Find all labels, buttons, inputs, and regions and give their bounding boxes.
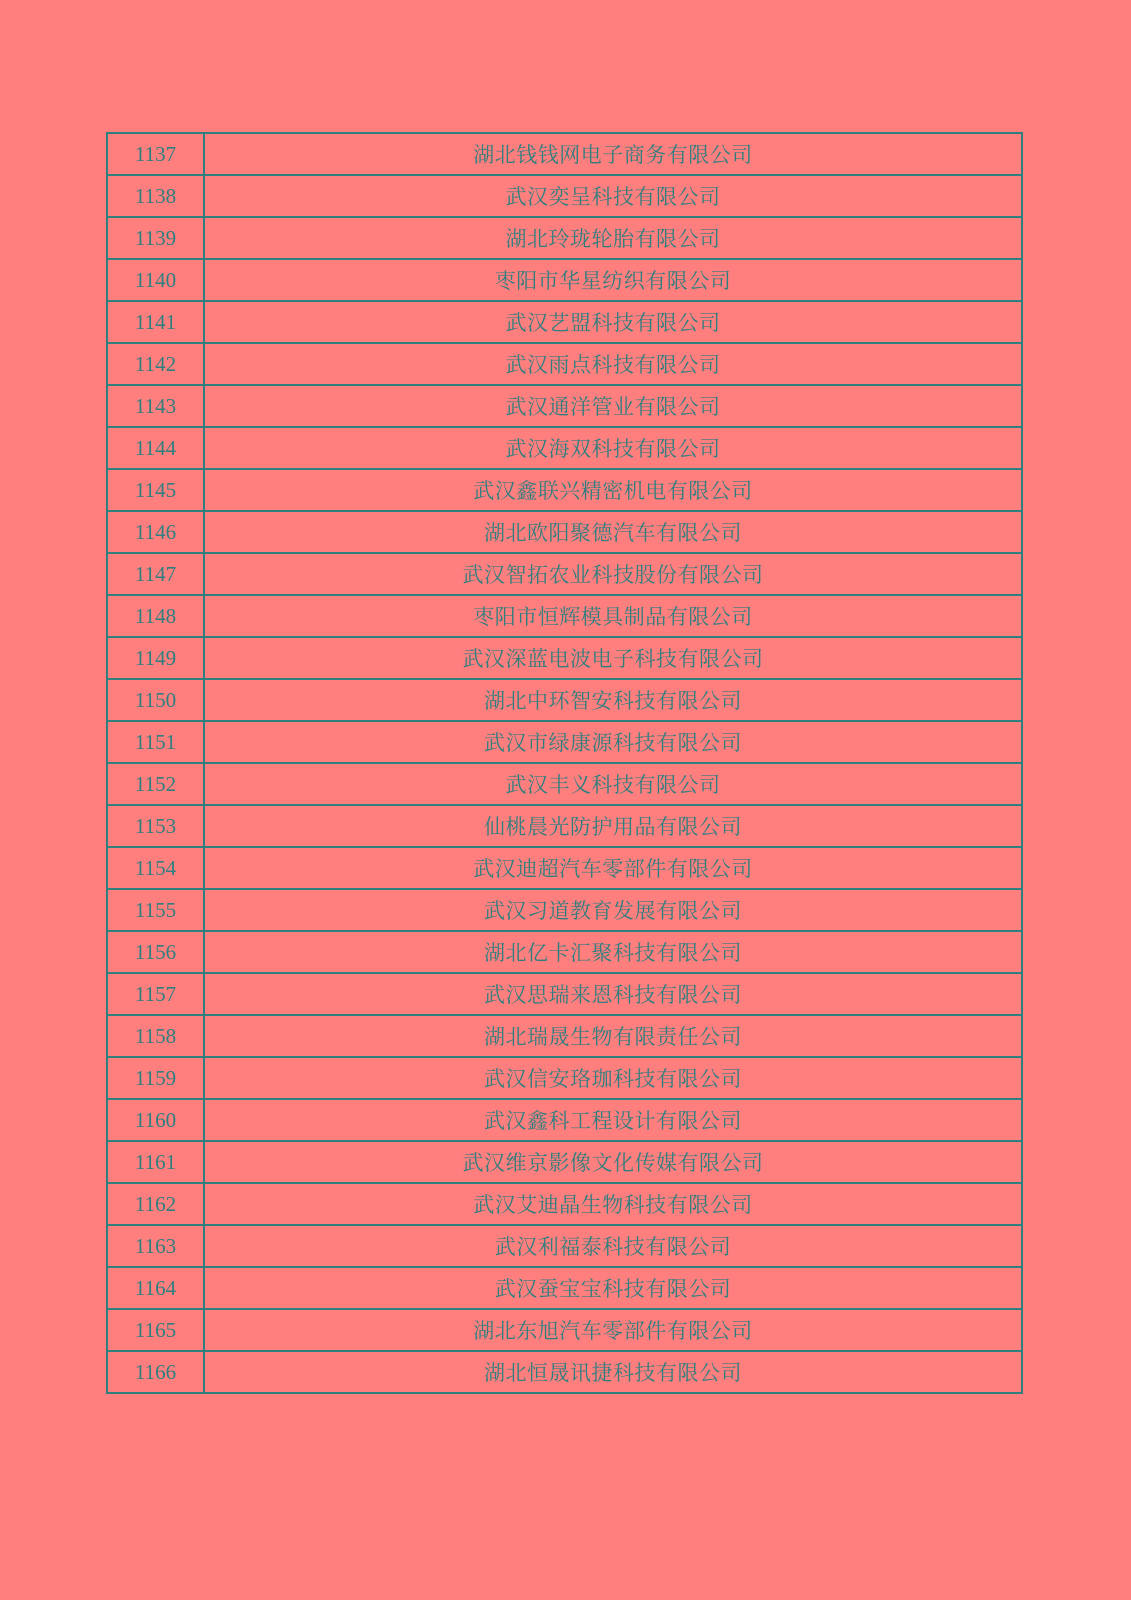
row-number: 1156	[107, 931, 204, 973]
company-name: 武汉通洋管业有限公司	[204, 385, 1022, 427]
row-number: 1163	[107, 1225, 204, 1267]
row-number: 1164	[107, 1267, 204, 1309]
table-row	[107, 595, 1022, 637]
company-name: 湖北钱钱网电子商务有限公司	[204, 133, 1022, 175]
table-row	[107, 133, 1022, 175]
company-name: 武汉奕呈科技有限公司	[204, 175, 1022, 217]
company-name: 武汉习道教育发展有限公司	[204, 889, 1022, 931]
company-name: 武汉艺盟科技有限公司	[204, 301, 1022, 343]
table-row	[107, 175, 1022, 217]
row-number: 1152	[107, 763, 204, 805]
company-name: 武汉智拓农业科技股份有限公司	[204, 553, 1022, 595]
row-number: 1155	[107, 889, 204, 931]
row-number: 1148	[107, 595, 204, 637]
row-number: 1144	[107, 427, 204, 469]
company-name: 武汉市绿康源科技有限公司	[204, 721, 1022, 763]
table-row	[107, 679, 1022, 721]
company-name: 湖北东旭汽车零部件有限公司	[204, 1309, 1022, 1351]
company-name: 湖北恒晟讯捷科技有限公司	[204, 1351, 1022, 1393]
company-name: 武汉鑫联兴精密机电有限公司	[204, 469, 1022, 511]
table-row	[107, 1015, 1022, 1057]
company-name: 湖北欧阳聚德汽车有限公司	[204, 511, 1022, 553]
row-number: 1159	[107, 1057, 204, 1099]
company-name: 武汉利福泰科技有限公司	[204, 1225, 1022, 1267]
table-row	[107, 1183, 1022, 1225]
company-name: 湖北瑞晟生物有限责任公司	[204, 1015, 1022, 1057]
company-name: 枣阳市恒辉模具制品有限公司	[204, 595, 1022, 637]
table-body	[107, 133, 1022, 1393]
row-number: 1143	[107, 385, 204, 427]
row-number: 1161	[107, 1141, 204, 1183]
table-row	[107, 553, 1022, 595]
row-number: 1138	[107, 175, 204, 217]
table-row	[107, 1057, 1022, 1099]
row-number: 1160	[107, 1099, 204, 1141]
company-name: 湖北亿卡汇聚科技有限公司	[204, 931, 1022, 973]
table-row	[107, 847, 1022, 889]
row-number: 1157	[107, 973, 204, 1015]
table-row	[107, 1351, 1022, 1393]
row-number: 1140	[107, 259, 204, 301]
table-row	[107, 721, 1022, 763]
row-number: 1150	[107, 679, 204, 721]
row-number: 1166	[107, 1351, 204, 1393]
company-name: 武汉鑫科工程设计有限公司	[204, 1099, 1022, 1141]
company-name: 武汉海双科技有限公司	[204, 427, 1022, 469]
company-table	[106, 132, 1023, 1394]
table-row	[107, 1267, 1022, 1309]
table-row	[107, 973, 1022, 1015]
company-name: 湖北玲珑轮胎有限公司	[204, 217, 1022, 259]
row-number: 1165	[107, 1309, 204, 1351]
table-row	[107, 805, 1022, 847]
company-name: 仙桃晨光防护用品有限公司	[204, 805, 1022, 847]
table-row	[107, 637, 1022, 679]
company-name: 武汉雨点科技有限公司	[204, 343, 1022, 385]
row-number: 1147	[107, 553, 204, 595]
row-number: 1137	[107, 133, 204, 175]
company-name: 湖北中环智安科技有限公司	[204, 679, 1022, 721]
company-name: 枣阳市华星纺织有限公司	[204, 259, 1022, 301]
company-name: 武汉艾迪晶生物科技有限公司	[204, 1183, 1022, 1225]
table-row	[107, 427, 1022, 469]
row-number: 1141	[107, 301, 204, 343]
company-name: 武汉信安珞珈科技有限公司	[204, 1057, 1022, 1099]
company-name: 武汉深蓝电波电子科技有限公司	[204, 637, 1022, 679]
row-number: 1151	[107, 721, 204, 763]
table-row	[107, 343, 1022, 385]
row-number: 1145	[107, 469, 204, 511]
row-number: 1162	[107, 1183, 204, 1225]
table-row	[107, 931, 1022, 973]
company-name: 武汉维京影像文化传媒有限公司	[204, 1141, 1022, 1183]
row-number: 1154	[107, 847, 204, 889]
row-number: 1149	[107, 637, 204, 679]
company-name: 武汉丰义科技有限公司	[204, 763, 1022, 805]
row-number: 1142	[107, 343, 204, 385]
table-row	[107, 217, 1022, 259]
row-number: 1158	[107, 1015, 204, 1057]
table-row	[107, 1099, 1022, 1141]
table-row	[107, 763, 1022, 805]
table-row	[107, 889, 1022, 931]
company-name: 武汉蚕宝宝科技有限公司	[204, 1267, 1022, 1309]
row-number: 1153	[107, 805, 204, 847]
table-row	[107, 301, 1022, 343]
table-row	[107, 259, 1022, 301]
table-row	[107, 1309, 1022, 1351]
table-row	[107, 469, 1022, 511]
table-row	[107, 1141, 1022, 1183]
table-row	[107, 385, 1022, 427]
table-row	[107, 1225, 1022, 1267]
company-name: 武汉思瑞来恩科技有限公司	[204, 973, 1022, 1015]
table-row	[107, 511, 1022, 553]
row-number: 1139	[107, 217, 204, 259]
row-number: 1146	[107, 511, 204, 553]
company-name: 武汉迪超汽车零部件有限公司	[204, 847, 1022, 889]
